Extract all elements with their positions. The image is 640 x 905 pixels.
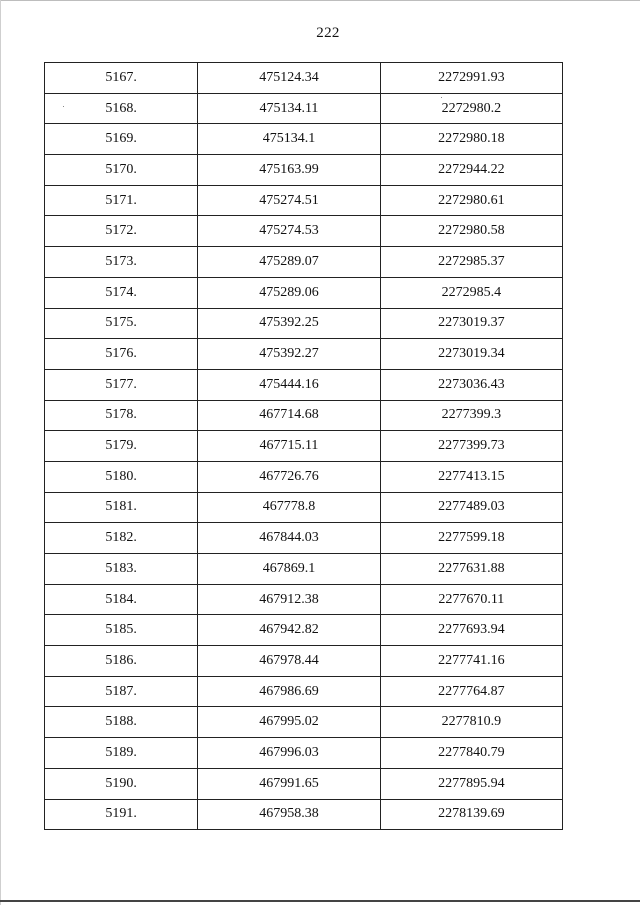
- scan-speck: [63, 106, 64, 107]
- y-coordinate-cell: 2272985.37: [380, 247, 562, 278]
- x-coordinate-cell: 475289.06: [198, 277, 380, 308]
- x-coordinate-cell: 475134.1: [198, 124, 380, 155]
- point-number-cell: 5185.: [45, 615, 198, 646]
- x-coordinate-cell: 475163.99: [198, 155, 380, 186]
- y-coordinate-cell: 2277764.87: [380, 676, 562, 707]
- y-coordinate-cell: 2277741.16: [380, 646, 562, 677]
- x-coordinate-cell: 467778.8: [198, 492, 380, 523]
- x-coordinate-cell: 475134.11: [198, 93, 380, 124]
- table-row: [45, 185, 563, 216]
- x-coordinate-cell: 467958.38: [198, 799, 380, 830]
- y-coordinate-cell: 2278139.69: [380, 799, 562, 830]
- point-number-cell: 5187.: [45, 676, 198, 707]
- table-row: [45, 461, 563, 492]
- table-row: [45, 369, 563, 400]
- y-coordinate-cell: 2277413.15: [380, 461, 562, 492]
- point-number-cell: 5168.: [45, 93, 198, 124]
- y-coordinate-cell: 2277895.94: [380, 768, 562, 799]
- point-number-cell: 5179.: [45, 431, 198, 462]
- page-left-edge: [0, 0, 1, 905]
- y-coordinate-cell: 2272985.4: [380, 277, 562, 308]
- point-number-cell: 5186.: [45, 646, 198, 677]
- x-coordinate-cell: 467715.11: [198, 431, 380, 462]
- x-coordinate-cell: 475289.07: [198, 247, 380, 278]
- page-top-edge: [0, 0, 640, 1]
- point-number-cell: 5181.: [45, 492, 198, 523]
- point-number-cell: 5171.: [45, 185, 198, 216]
- x-coordinate-cell: 467986.69: [198, 676, 380, 707]
- table-row: [45, 799, 563, 830]
- y-coordinate-cell: 2277399.73: [380, 431, 562, 462]
- point-number-cell: 5191.: [45, 799, 198, 830]
- y-coordinate-cell: 2272944.22: [380, 155, 562, 186]
- point-number-cell: 5172.: [45, 216, 198, 247]
- y-coordinate-cell: 2277840.79: [380, 738, 562, 769]
- x-coordinate-cell: 467844.03: [198, 523, 380, 554]
- x-coordinate-cell: 467978.44: [198, 646, 380, 677]
- page-bottom-edge: [0, 900, 640, 902]
- x-coordinate-cell: 475444.16: [198, 369, 380, 400]
- y-coordinate-cell: 2277693.94: [380, 615, 562, 646]
- y-coordinate-cell: 2272980.61: [380, 185, 562, 216]
- table-row: [45, 247, 563, 278]
- table-row: [45, 308, 563, 339]
- table-row: [45, 615, 563, 646]
- point-number-cell: 5174.: [45, 277, 198, 308]
- y-coordinate-cell: 2273019.34: [380, 339, 562, 370]
- point-number-cell: 5182.: [45, 523, 198, 554]
- point-number-cell: 5178.: [45, 400, 198, 431]
- table-row: [45, 584, 563, 615]
- table-row: [45, 738, 563, 769]
- table-row: [45, 768, 563, 799]
- point-number-cell: 5177.: [45, 369, 198, 400]
- point-number-cell: 5188.: [45, 707, 198, 738]
- table-row: [45, 554, 563, 585]
- page-number: 222: [316, 25, 340, 41]
- x-coordinate-cell: 475274.51: [198, 185, 380, 216]
- point-number-cell: 5175.: [45, 308, 198, 339]
- x-coordinate-cell: 467714.68: [198, 400, 380, 431]
- x-coordinate-cell: 467991.65: [198, 768, 380, 799]
- x-coordinate-cell: 475124.34: [198, 63, 380, 94]
- y-coordinate-cell: 2277599.18: [380, 523, 562, 554]
- y-coordinate-cell: 2272980.2: [380, 93, 562, 124]
- x-coordinate-cell: 467995.02: [198, 707, 380, 738]
- y-coordinate-cell: 2272980.18: [380, 124, 562, 155]
- point-number-cell: 5180.: [45, 461, 198, 492]
- y-coordinate-cell: 2272980.58: [380, 216, 562, 247]
- table-row: [45, 124, 563, 155]
- table-row: [45, 216, 563, 247]
- table-row: [45, 155, 563, 186]
- point-number-cell: 5184.: [45, 584, 198, 615]
- table-row: [45, 63, 563, 94]
- coordinates-table: [44, 62, 563, 830]
- x-coordinate-cell: 475274.53: [198, 216, 380, 247]
- y-coordinate-cell: 2273019.37: [380, 308, 562, 339]
- x-coordinate-cell: 467726.76: [198, 461, 380, 492]
- x-coordinate-cell: 475392.25: [198, 308, 380, 339]
- y-coordinate-cell: 2273036.43: [380, 369, 562, 400]
- point-number-cell: 5167.: [45, 63, 198, 94]
- y-coordinate-cell: 2272991.93: [380, 63, 562, 94]
- point-number-cell: 5170.: [45, 155, 198, 186]
- point-number-cell: 5173.: [45, 247, 198, 278]
- table-row: [45, 339, 563, 370]
- y-coordinate-cell: 2277810.9: [380, 707, 562, 738]
- table-row: [45, 93, 563, 124]
- x-coordinate-cell: 467912.38: [198, 584, 380, 615]
- point-number-cell: 5189.: [45, 738, 198, 769]
- point-number-cell: 5183.: [45, 554, 198, 585]
- table-row: [45, 523, 563, 554]
- x-coordinate-cell: 467869.1: [198, 554, 380, 585]
- y-coordinate-cell: 2277489.03: [380, 492, 562, 523]
- x-coordinate-cell: 467942.82: [198, 615, 380, 646]
- coordinates-table-body: [45, 63, 563, 830]
- table-row: [45, 431, 563, 462]
- table-row: [45, 646, 563, 677]
- table-row: [45, 707, 563, 738]
- y-coordinate-cell: 2277631.88: [380, 554, 562, 585]
- x-coordinate-cell: 475392.27: [198, 339, 380, 370]
- table-row: [45, 492, 563, 523]
- table-row: [45, 400, 563, 431]
- table-row: [45, 676, 563, 707]
- scan-speck: [441, 97, 442, 98]
- point-number-cell: 5176.: [45, 339, 198, 370]
- table-row: [45, 277, 563, 308]
- point-number-cell: 5190.: [45, 768, 198, 799]
- point-number-cell: 5169.: [45, 124, 198, 155]
- y-coordinate-cell: 2277399.3: [380, 400, 562, 431]
- x-coordinate-cell: 467996.03: [198, 738, 380, 769]
- y-coordinate-cell: 2277670.11: [380, 584, 562, 615]
